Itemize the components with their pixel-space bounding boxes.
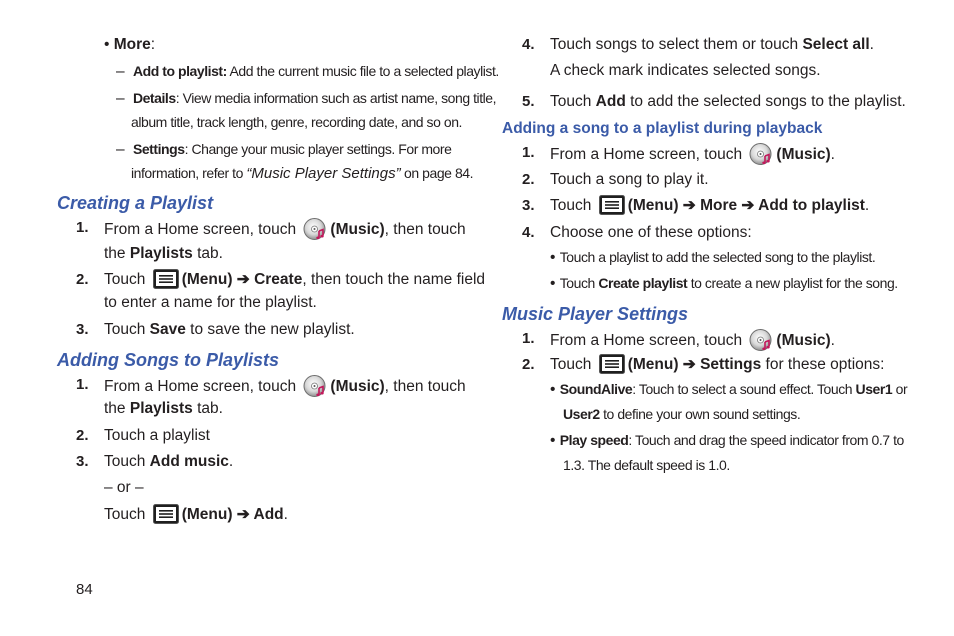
step-text-post: , then touch (384, 378, 466, 396)
add-to-playlist-desc: Add the current music file to a selected playlist. (226, 63, 499, 79)
user2-label: User2 (563, 406, 600, 422)
text: to add the selected songs to the playlist. (625, 93, 906, 110)
text: . (228, 453, 234, 470)
step-text (104, 375, 466, 399)
sub-item-add-to-playlist (116, 61, 499, 82)
sub-item-details (116, 88, 496, 109)
step-number: 1. (522, 144, 535, 161)
soundalive-line2 (563, 404, 800, 424)
menu-add-label: (Menu) ➔ Add (181, 506, 284, 524)
step-text-line2 (104, 244, 223, 264)
step-text-line2: to enter a name for the playlist. (104, 294, 317, 311)
step-text-pre: From a Home screen, touch (550, 146, 743, 164)
more-colon: : (150, 36, 156, 53)
settings-label: Settings (132, 141, 185, 157)
create-playlist-label: Create playlist (598, 275, 688, 291)
option-soundalive (550, 379, 907, 400)
step-text-post: , then touch the name field (302, 271, 486, 289)
step-text (550, 355, 884, 375)
playlists-label: Playlists (129, 245, 193, 262)
text: tab. (192, 245, 223, 262)
text: tab. (192, 400, 223, 417)
music-label: (Music) (776, 332, 831, 350)
select-all-label: Select all (802, 36, 870, 53)
text: . (830, 332, 835, 350)
details-label: Details (132, 90, 176, 106)
text: to create a new playlist for the song. (687, 275, 898, 291)
bullet-glyph: • (550, 432, 556, 449)
menu-icon (153, 504, 179, 524)
text: for these options: (761, 356, 885, 374)
step-number: 4. (522, 224, 535, 241)
step-text: Touch a playlist (104, 427, 210, 444)
step-text: Choose one of these options: (550, 224, 752, 241)
step-text-line2: A check mark indicates selected songs. (550, 62, 821, 79)
play-speed-line2: 1.3. The default speed is 1.0. (563, 457, 730, 473)
music-icon (303, 374, 327, 398)
page-number: 84 (76, 581, 93, 598)
sub-item-settings (116, 139, 451, 160)
step-text (550, 92, 906, 112)
menu-create-label: (Menu) ➔ Create (181, 271, 303, 289)
bullet-glyph: • (550, 381, 556, 398)
menu-icon (599, 195, 625, 215)
dash: – (116, 63, 125, 80)
add-to-playlist-label: Add to playlist: (132, 63, 227, 79)
step-text (550, 196, 869, 216)
text: the (104, 245, 130, 262)
menu-settings-label: (Menu) ➔ Settings (627, 356, 762, 374)
step-text (104, 218, 466, 242)
step-text (550, 143, 835, 167)
step-text-pre: From a Home screen, touch (550, 332, 743, 350)
heading-adding-song-during-playback: Adding a song to a playlist during playback (502, 120, 823, 137)
music-icon (303, 217, 327, 241)
step-number: 2. (76, 271, 89, 288)
text: to define your own sound settings. (599, 406, 801, 422)
step-number: 3. (522, 197, 535, 214)
step-number: 1. (522, 330, 535, 347)
step-text-pre: Touch (550, 356, 592, 374)
step-text (104, 505, 288, 525)
step-number: 2. (522, 356, 535, 373)
step-text-pre: Touch (550, 197, 592, 215)
more-label: More (113, 36, 151, 53)
settings-cross-reference[interactable]: “Music Player Settings” (246, 165, 401, 182)
soundalive-label: SoundAlive (559, 381, 633, 397)
text: Touch songs to select them or touch (550, 36, 803, 53)
settings-desc: : Change your music player settings. For more (184, 141, 452, 157)
option-bullet (550, 273, 898, 294)
or-separator: – or – (104, 479, 144, 496)
step-text-pre: From a Home screen, touch (104, 378, 297, 396)
step-number: 2. (76, 427, 89, 444)
step-text (104, 270, 485, 290)
text: : Touch to select a sound effect. Touch (632, 381, 856, 397)
text: Touch (104, 453, 150, 470)
bullet-glyph: • (550, 249, 556, 266)
text: . (869, 36, 874, 53)
menu-icon (153, 269, 179, 289)
details-desc: : View media information such as artist name, song title, (175, 90, 497, 106)
option-text: Touch a playlist to add the selected song to the playlist. (559, 249, 876, 265)
step-text (550, 329, 835, 353)
option-bullet (550, 247, 875, 268)
save-label: Save (149, 321, 186, 338)
step-text (550, 35, 874, 55)
step-number: 3. (76, 453, 89, 470)
play-speed-label: Play speed (559, 432, 629, 448)
step-text-pre: Touch (104, 271, 146, 289)
add-music-label: Add music (149, 453, 229, 470)
text: . (283, 506, 288, 524)
step-number: 3. (76, 321, 89, 338)
bullet-glyph: • (550, 275, 556, 292)
bullet-glyph: • (104, 36, 110, 53)
heading-creating-a-playlist: Creating a Playlist (57, 193, 214, 213)
text: Touch (104, 321, 150, 338)
step-number: 2. (522, 171, 535, 188)
option-play-speed (550, 430, 904, 451)
step-number: 5. (522, 93, 535, 110)
user1-label: User1 (855, 381, 893, 397)
text: : Touch and drag the speed indicator from 0.7 to (628, 432, 904, 448)
bullet-more (104, 35, 155, 55)
step-text-pre: From a Home screen, touch (104, 221, 297, 239)
step-text (104, 452, 233, 472)
menu-icon (599, 354, 625, 374)
text: or (892, 381, 908, 397)
step-text-pre: Touch (104, 506, 146, 524)
dash: – (116, 141, 125, 158)
step-text-post: , then touch (384, 221, 466, 239)
settings-desc-line2 (131, 163, 473, 184)
text: . (864, 197, 870, 215)
details-desc-line2: album title, track length, genre, recording date, and so on. (131, 114, 462, 130)
music-icon (749, 328, 773, 352)
step-text (104, 320, 355, 340)
settings-desc-pre: information, refer to (131, 165, 247, 181)
music-icon (749, 142, 773, 166)
text: Touch (550, 93, 596, 110)
step-number: 4. (522, 36, 535, 53)
step-text-line2 (104, 399, 223, 419)
settings-desc-post: on page 84. (400, 165, 474, 181)
text: . (830, 146, 835, 164)
add-label: Add (595, 93, 626, 110)
step-number: 1. (76, 376, 89, 393)
music-label: (Music) (776, 146, 831, 164)
text: Touch (559, 275, 599, 291)
text: to save the new playlist. (185, 321, 355, 338)
step-number: 1. (76, 219, 89, 236)
text: the (104, 400, 130, 417)
step-text: Touch a song to play it. (550, 171, 709, 188)
music-label: (Music) (330, 221, 385, 239)
menu-more-add-to-playlist-label: (Menu) ➔ More ➔ Add to playlist (627, 197, 865, 215)
playlists-label: Playlists (129, 400, 193, 417)
heading-music-player-settings: Music Player Settings (502, 304, 689, 324)
heading-adding-songs-to-playlists: Adding Songs to Playlists (57, 350, 280, 370)
dash: – (116, 90, 125, 107)
music-label: (Music) (330, 378, 385, 396)
